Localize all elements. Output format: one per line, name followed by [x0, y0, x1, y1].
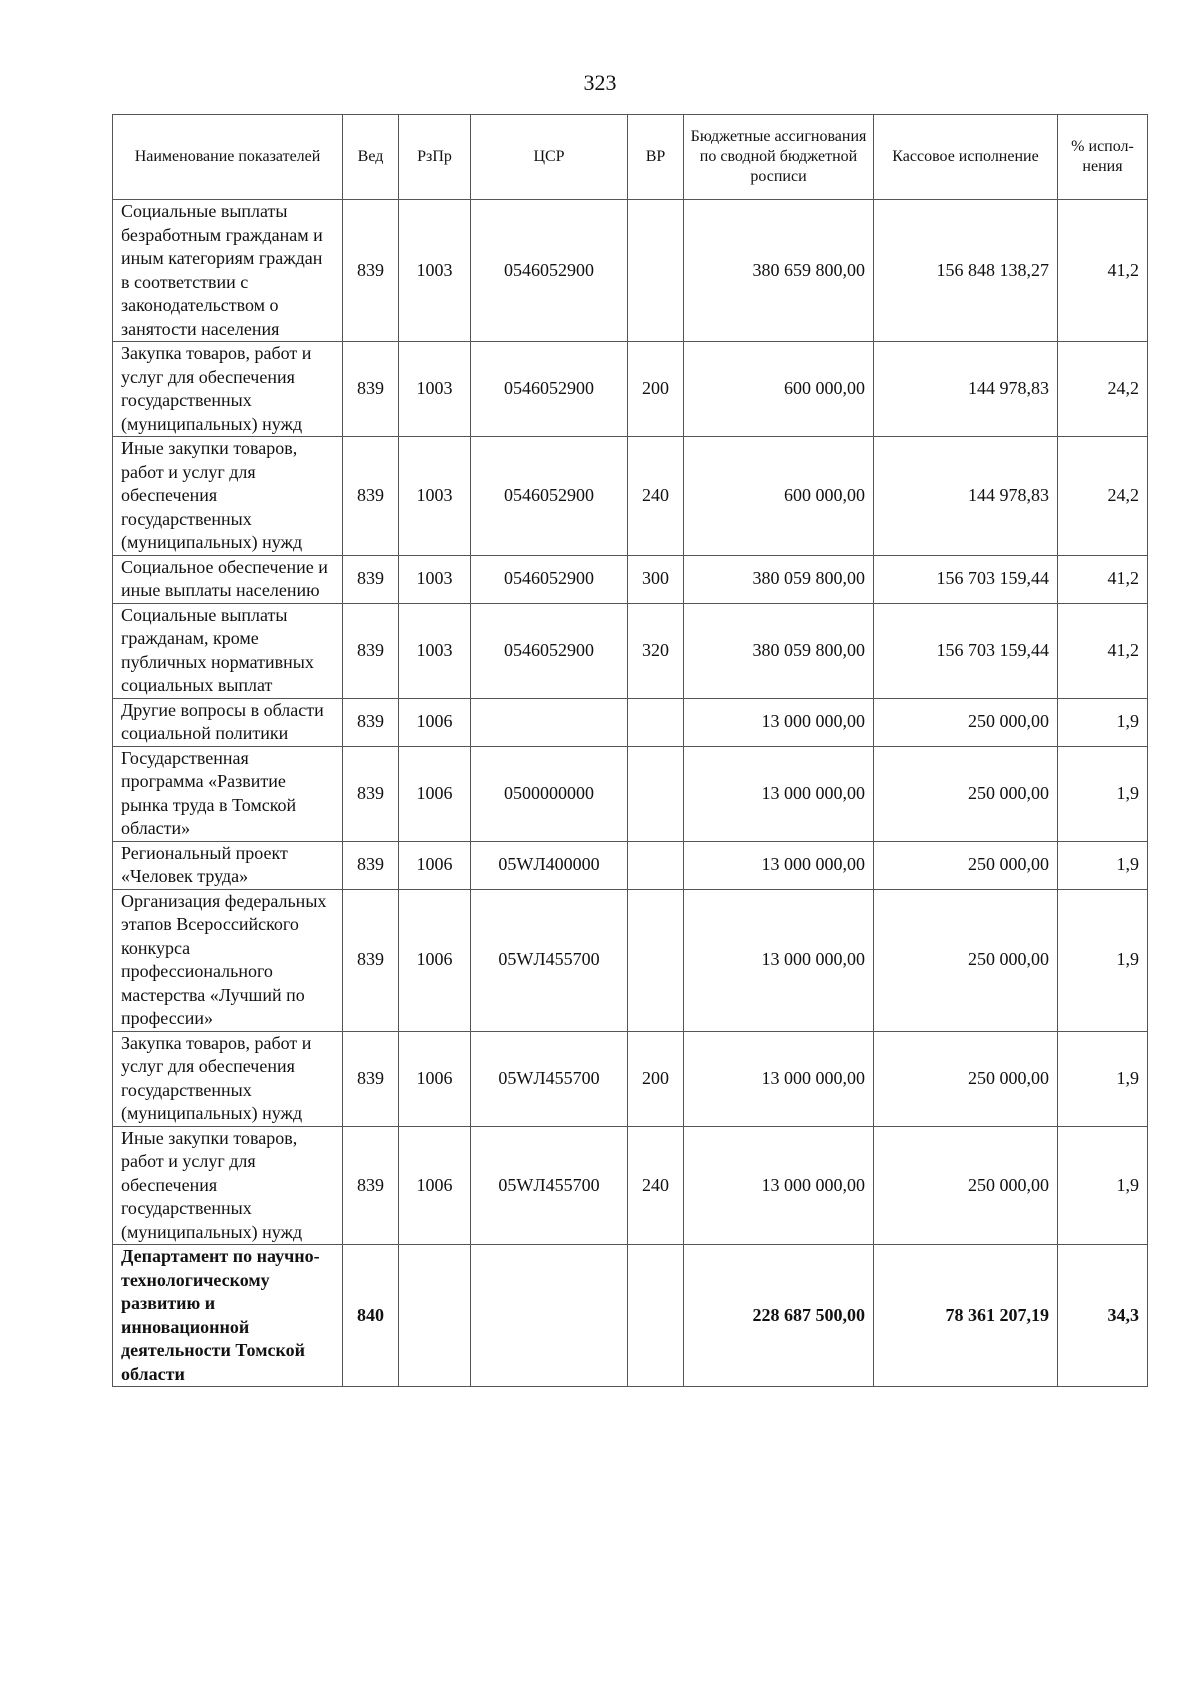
row-rzpr: 1006	[399, 698, 471, 746]
row-ved: 839	[343, 555, 399, 603]
row-pct: 1,9	[1058, 1126, 1148, 1245]
row-name: Социальные выплаты гражданам, кроме публичных нормативных социальных выплат	[113, 603, 343, 698]
header-name: Наименование показателей	[113, 115, 343, 200]
row-cash: 250 000,00	[874, 698, 1058, 746]
row-pct: 1,9	[1058, 746, 1148, 841]
table-row	[113, 342, 1148, 437]
row-name: Региональный проект «Человек труда»	[113, 841, 343, 889]
header-pct: % испол-нения	[1058, 115, 1148, 200]
row-budget: 13 000 000,00	[684, 889, 874, 1031]
row-budget: 600 000,00	[684, 437, 874, 556]
row-name: Другие вопросы в области социальной политики	[113, 698, 343, 746]
row-csr: 0546052900	[471, 603, 628, 698]
row-pct: 24,2	[1058, 437, 1148, 556]
row-csr: 05WЛ455700	[471, 1031, 628, 1126]
row-budget: 13 000 000,00	[684, 1126, 874, 1245]
header-budget: Бюджетные ассигнования по сводной бюджетной росписи	[684, 115, 874, 200]
row-cash: 78 361 207,19	[874, 1245, 1058, 1387]
table-row	[113, 200, 1148, 342]
row-name: Закупка товаров, работ и услуг для обеспечения государственных (муниципальных) нужд	[113, 342, 343, 437]
row-rzpr: 1006	[399, 1126, 471, 1245]
row-pct: 1,9	[1058, 1031, 1148, 1126]
row-name: Социальное обеспечение и иные выплаты населению	[113, 555, 343, 603]
row-budget: 13 000 000,00	[684, 698, 874, 746]
table-row	[113, 841, 1148, 889]
row-ved: 839	[343, 603, 399, 698]
row-budget: 13 000 000,00	[684, 746, 874, 841]
budget-execution-table	[112, 114, 1148, 1387]
row-rzpr	[399, 1245, 471, 1387]
header-cash: Кассовое исполнение	[874, 115, 1058, 200]
header-vr: ВР	[628, 115, 684, 200]
row-name: Социальные выплаты безработным гражданам и иным категориям граждан в соответствии с законодательством о занятости населения	[113, 200, 343, 342]
row-cash: 250 000,00	[874, 746, 1058, 841]
row-vr	[628, 841, 684, 889]
table-row	[113, 698, 1148, 746]
row-cash: 144 978,83	[874, 342, 1058, 437]
row-budget: 13 000 000,00	[684, 841, 874, 889]
row-vr	[628, 889, 684, 1031]
row-rzpr: 1003	[399, 555, 471, 603]
row-ved: 839	[343, 342, 399, 437]
header-ved: Вед	[343, 115, 399, 200]
row-name: Департамент по научно-технологическому развитию и инновационной деятельности Томской области	[113, 1245, 343, 1387]
table-row	[113, 437, 1148, 556]
row-ved: 839	[343, 437, 399, 556]
row-rzpr: 1006	[399, 889, 471, 1031]
row-rzpr: 1003	[399, 603, 471, 698]
row-name: Организация федеральных этапов Всероссийского конкурса профессионального мастерства «Лучший по профессии»	[113, 889, 343, 1031]
row-cash: 250 000,00	[874, 1126, 1058, 1245]
row-name: Закупка товаров, работ и услуг для обеспечения государственных (муниципальных) нужд	[113, 1031, 343, 1126]
row-ved: 839	[343, 1126, 399, 1245]
row-ved: 839	[343, 746, 399, 841]
table-row	[113, 555, 1148, 603]
row-vr: 200	[628, 1031, 684, 1126]
row-csr: 05WЛ400000	[471, 841, 628, 889]
row-pct: 24,2	[1058, 342, 1148, 437]
row-csr: 05WЛ455700	[471, 1126, 628, 1245]
row-pct: 34,3	[1058, 1245, 1148, 1387]
row-csr: 0546052900	[471, 555, 628, 603]
row-rzpr: 1003	[399, 342, 471, 437]
table-row	[113, 603, 1148, 698]
table-row	[113, 746, 1148, 841]
row-vr	[628, 1245, 684, 1387]
row-cash: 250 000,00	[874, 841, 1058, 889]
row-vr: 300	[628, 555, 684, 603]
row-csr: 05WЛ455700	[471, 889, 628, 1031]
row-budget: 380 059 800,00	[684, 603, 874, 698]
row-name: Государственная программа «Развитие рынка труда в Томской области»	[113, 746, 343, 841]
header-rzpr: РзПр	[399, 115, 471, 200]
row-cash: 156 703 159,44	[874, 555, 1058, 603]
row-pct: 41,2	[1058, 555, 1148, 603]
row-vr	[628, 200, 684, 342]
row-cash: 250 000,00	[874, 889, 1058, 1031]
table-row	[113, 1126, 1148, 1245]
row-pct: 41,2	[1058, 200, 1148, 342]
table-row	[113, 1031, 1148, 1126]
row-pct: 1,9	[1058, 841, 1148, 889]
row-budget: 13 000 000,00	[684, 1031, 874, 1126]
row-csr: 0500000000	[471, 746, 628, 841]
row-rzpr: 1006	[399, 1031, 471, 1126]
row-csr	[471, 698, 628, 746]
row-csr	[471, 1245, 628, 1387]
row-rzpr: 1003	[399, 437, 471, 556]
row-ved: 839	[343, 841, 399, 889]
table-row-department-total	[113, 1245, 1148, 1387]
row-csr: 0546052900	[471, 200, 628, 342]
row-ved: 840	[343, 1245, 399, 1387]
row-name: Иные закупки товаров, работ и услуг для обеспечения государственных (муниципальных) нужд	[113, 437, 343, 556]
row-budget: 380 059 800,00	[684, 555, 874, 603]
row-vr: 240	[628, 437, 684, 556]
row-vr: 240	[628, 1126, 684, 1245]
row-ved: 839	[343, 889, 399, 1031]
row-ved: 839	[343, 1031, 399, 1126]
row-vr	[628, 698, 684, 746]
row-rzpr: 1006	[399, 746, 471, 841]
table-row	[113, 889, 1148, 1031]
row-rzpr: 1006	[399, 841, 471, 889]
row-vr: 200	[628, 342, 684, 437]
row-csr: 0546052900	[471, 342, 628, 437]
row-cash: 156 703 159,44	[874, 603, 1058, 698]
row-cash: 250 000,00	[874, 1031, 1058, 1126]
row-ved: 839	[343, 200, 399, 342]
row-budget: 600 000,00	[684, 342, 874, 437]
row-budget: 380 659 800,00	[684, 200, 874, 342]
row-cash: 156 848 138,27	[874, 200, 1058, 342]
row-pct: 1,9	[1058, 698, 1148, 746]
table-header-row	[113, 115, 1148, 200]
page-number: 323	[583, 70, 617, 95]
header-csr: ЦСР	[471, 115, 628, 200]
row-pct: 41,2	[1058, 603, 1148, 698]
row-name: Иные закупки товаров, работ и услуг для обеспечения государственных (муниципальных) нужд	[113, 1126, 343, 1245]
row-cash: 144 978,83	[874, 437, 1058, 556]
row-vr	[628, 746, 684, 841]
row-rzpr: 1003	[399, 200, 471, 342]
row-csr: 0546052900	[471, 437, 628, 556]
row-ved: 839	[343, 698, 399, 746]
row-budget: 228 687 500,00	[684, 1245, 874, 1387]
row-pct: 1,9	[1058, 889, 1148, 1031]
row-vr: 320	[628, 603, 684, 698]
